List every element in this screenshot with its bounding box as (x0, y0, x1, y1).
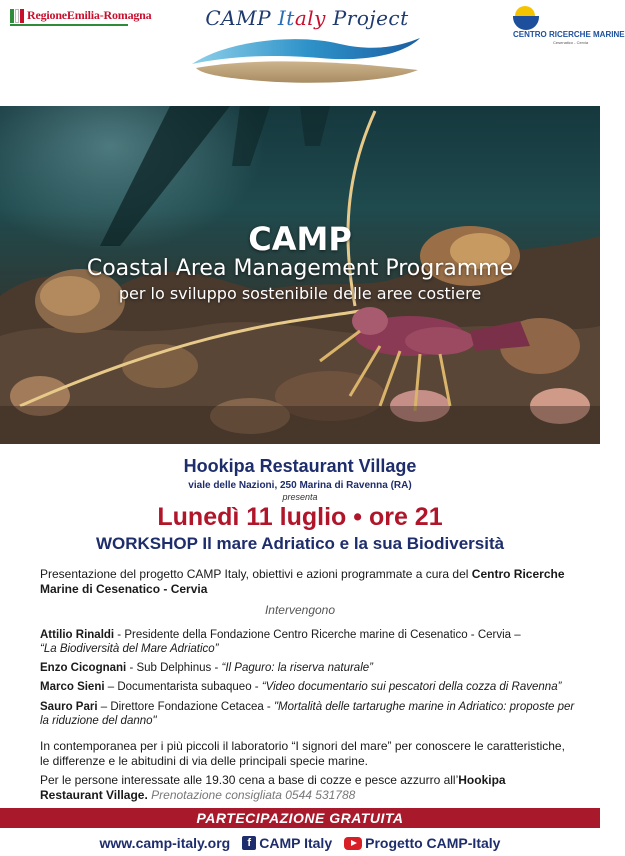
website-text: www.camp-italy.org (99, 835, 231, 851)
centro-ricerche-marine-logo (513, 6, 625, 46)
camp-title-suffix: Project (325, 6, 409, 30)
dinner-booking: Prenotazione consigliata 0544 531788 (147, 788, 356, 802)
camp-italy-project-logo (192, 6, 422, 30)
speaker-role: - Sub Delphinus - (126, 662, 222, 674)
intro-org: Centro Ricerche Marine di Cesenatico - Cervia (40, 567, 565, 596)
hero-title: CAMP (248, 220, 352, 258)
speaker-item (40, 661, 580, 675)
speaker-name: Attilio Rinaldi (40, 629, 115, 641)
speaker-talk: “La Biodiversità del Mare Adriatico” (40, 643, 219, 655)
camp-title-ly: aly (294, 6, 326, 30)
event-date: Lunedì 11 luglio • ore 21 (157, 503, 443, 531)
hero-subtitle: Coastal Area Management Programme (86, 256, 514, 281)
youtube-icon (344, 837, 362, 850)
youtube-link[interactable] (344, 835, 500, 851)
crm-logo-text: CENTRO RICERCHE MARINE (513, 30, 625, 39)
venue-name: Hookipa Restaurant Village (183, 456, 417, 476)
intro-text: Presentazione del progetto CAMP Italy, obiettivi e azioni programmate a cura del (40, 567, 472, 581)
dinner-venue: Hookipa Restaurant Village. (40, 773, 506, 802)
facebook-link[interactable] (242, 835, 332, 851)
camp-title-it: It (277, 6, 295, 30)
crm-logo-subtext: Cesenatico - Cervia (553, 40, 589, 45)
footer (0, 830, 600, 856)
regione-emilia-romagna-logo (10, 8, 151, 23)
speaker-talk: “Video documentario sui pescatori della cozza di Ravenna” (261, 681, 562, 693)
kids-lab-paragraph: In contemporanea per i più piccoli il laboratorio “I signori del mare” per conoscere le caratteristiche, le differenze e le abitudini di via delle principali specie marine. (40, 739, 565, 768)
header (0, 0, 625, 106)
free-participation-banner: PARTECIPAZIONE GRATUITA (0, 808, 600, 828)
speaker-talk: "Mortalità delle tartarughe marine in Adriatico: proposte per la riduzione del danno" (40, 701, 575, 727)
speaker-talk: “Il Paguro: la riserva naturale” (221, 662, 373, 674)
dinner-text: Per le persone interessate alle 19.30 cena a base di cozze e pesce azzurro all’ (40, 773, 459, 787)
facebook-text: CAMP Italy (259, 835, 333, 851)
camp-title-prefix: CAMP (205, 6, 278, 30)
presenta-label: presenta (282, 492, 318, 502)
wave-logo-icon (190, 34, 422, 86)
speaker-item (40, 628, 580, 656)
workshop-title: WORKSHOP Il mare Adriatico e la sua Biodiversità (95, 534, 505, 553)
intervengono-label: Intervengono (264, 603, 336, 617)
youtube-text: Progetto CAMP-Italy (365, 835, 501, 851)
flag-icon (10, 9, 24, 23)
hero-tagline: per lo sviluppo sostenibile delle aree costiere (118, 284, 482, 303)
facebook-icon: f (242, 836, 256, 850)
speaker-name: Enzo Cicognani (40, 662, 127, 674)
speaker-item (40, 680, 580, 694)
speaker-name: Marco Sieni (40, 681, 105, 693)
hero-image-lobster (0, 106, 600, 444)
regione-logo-underline (10, 24, 128, 26)
regione-logo-text: RegioneEmilia-Romagna (27, 8, 152, 22)
wave-icon (513, 16, 539, 30)
dinner-paragraph (40, 773, 570, 803)
speaker-role: - Presidente della Fondazione Centro Ricerche marine di Cesenatico - Cervia – (114, 629, 521, 641)
website-link[interactable] (100, 835, 231, 851)
intro-paragraph (40, 567, 570, 597)
speaker-name: Sauro Pari (40, 701, 98, 713)
speaker-role: – Direttore Fondazione Cetacea - (97, 701, 274, 713)
speaker-role: – Documentarista subaqueo - (104, 681, 262, 693)
speaker-item (40, 700, 580, 728)
venue-address: viale delle Nazioni, 250 Marina di Ravenna (RA) (188, 480, 412, 491)
